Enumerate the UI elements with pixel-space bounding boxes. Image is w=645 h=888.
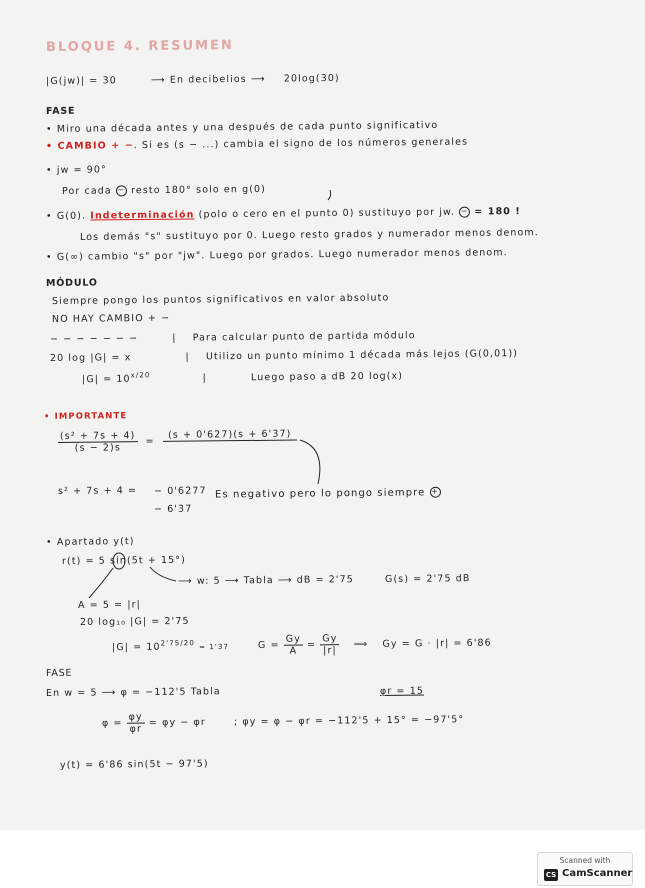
magnitude-expr: |G(jw)| = 30 <box>45 75 117 87</box>
g-base: |G| = 10 <box>111 641 161 654</box>
fase-heading: FASE <box>45 105 76 117</box>
separator-bar: | <box>185 351 190 363</box>
modulo-line-2: NO HAY CAMBIO + − <box>51 312 171 325</box>
root-1: − 0'6277 <box>153 485 207 497</box>
importante-label: • IMPORTANTE <box>43 411 128 422</box>
fase2-heading: FASE <box>45 667 73 679</box>
cambio-text: . Si es (s − ...) cambia el signo de los números generales <box>133 136 469 152</box>
modulo-heading: MÓDULO <box>45 277 98 289</box>
frac-denominator: (s − 2)s <box>74 442 121 454</box>
fase-line-1: • Miro una década antes y una después de cada punto significativo <box>45 119 439 135</box>
circled-amplitude <box>113 553 125 569</box>
g-pow-exponent: x/20 <box>130 371 151 380</box>
apartado-arrow-line: ⟶ w: 5 ⟶ Tabla ⟶ dB = 2'75 <box>177 574 354 587</box>
fase2-line-1: En w = 5 ⟶ φ = −112'5 Tabla <box>45 686 221 699</box>
dash-line: − − − − − − − <box>49 333 139 345</box>
scanned-with-text: Scanned with <box>559 856 611 865</box>
gy-num: Gy <box>284 634 303 646</box>
cambio-label: • CAMBIO + − <box>45 140 134 152</box>
log-line: 20 log₁₀ |G| = 2'75 <box>79 615 190 628</box>
camscanner-name: CamScanner <box>562 868 633 879</box>
omega-arrow <box>150 567 176 581</box>
g-value: = 1'37 <box>199 642 230 652</box>
gy-num-2: Gy <box>320 633 339 645</box>
implies-arrow: ⟹ <box>353 638 369 650</box>
rt-expr: r(t) = 5 sin(5t + 15°) <box>61 554 186 567</box>
fase-line-3: • jw = 90° <box>45 164 107 176</box>
circled-minus: − <box>116 185 127 196</box>
final-result: y(t) = 6'86 sin(5t − 97'5) <box>59 758 209 771</box>
gy-relation: G = $\frac{Gy}{A}$ = $\frac{Gy}{|r|}$ ⟹ Gy = G · |r| = 6'86 <box>257 633 492 657</box>
utilizo-text: Utilizo un punto mínimo 1 década más lejos (G(0,01)) <box>205 348 519 363</box>
phiy-num: φy <box>127 712 145 724</box>
g-exponent: 2'75/20 <box>160 639 195 648</box>
separator-bar: | <box>172 332 177 344</box>
fase-line-6: Los demás "s" sustituyo por 0. Luego resto grados y numerador menos denom. <box>79 227 539 243</box>
phi-equals: φ = <box>101 717 123 729</box>
por-cada-text: Por cada <box>61 185 112 197</box>
g0-desc: (polo o cero en el punto 0) sustituyo por jw. <box>194 206 456 221</box>
a-den: A <box>289 645 298 657</box>
gs-db: G(s) = 2'75 dB <box>384 573 471 585</box>
root-2: − 6'37 <box>153 503 193 515</box>
frac-numerator: (s² + 7s + 4) <box>58 430 138 443</box>
partida-text: Para calcular punto de partida módulo <box>192 330 416 344</box>
small-arrow <box>328 190 331 200</box>
luego-text: Luego paso a dB 20 log(x) <box>250 370 404 384</box>
phiy-result: ; φy = φ − φr = −112'5 + 15° = −97'5° <box>233 714 465 728</box>
r-den: |r| <box>323 645 337 657</box>
bracket-arrow <box>300 440 320 484</box>
log-expr: 20 log |G| = x <box>49 352 132 364</box>
roots-lhs: s² + 7s + 4 = <box>57 485 138 497</box>
negative-note-text: Es negativo pero lo pongo siempre <box>214 487 426 501</box>
phi-diff: = φy − φr <box>148 716 206 729</box>
circled-plus: + <box>430 487 441 498</box>
fase-line-7: • G(∞) cambio "s" por "jw". Luego por grados. Luego numerador menos denom. <box>45 247 508 263</box>
apartado-label: • Apartado y(t) <box>45 536 135 548</box>
g-pow-expr: |G| = 10 <box>81 373 131 386</box>
camscanner-logo-icon: CS <box>545 871 557 879</box>
separator-bar: | <box>202 372 207 384</box>
page-title: BLOQUE 4. RESUMEN <box>45 38 234 55</box>
g0-180: = 180 ! <box>474 206 521 218</box>
db-expr: 20log(30) <box>283 72 340 85</box>
resto-text: resto 180° solo en g(0) <box>131 183 266 197</box>
modulo-line-1: Siempre pongo los puntos significativos en valor absoluto <box>51 292 390 307</box>
factored-numerator: (s + 0'627)(s + 6'37) <box>163 428 297 441</box>
phi-r-value: φr = 15 <box>379 685 425 697</box>
a-line: A = 5 = |r| <box>77 599 142 611</box>
g-equals: G = <box>257 639 280 651</box>
g0-text: • G(0). <box>45 210 91 222</box>
phir-den: φr <box>129 723 143 735</box>
gy-result: Gy = G · |r| = 6'86 <box>382 637 492 650</box>
circled-minus: − <box>459 207 470 218</box>
camscanner-badge <box>537 852 633 886</box>
indeterminacion-label: Indeterminación <box>90 209 195 222</box>
db-arrow-text: ⟶ En decibelios ⟶ <box>150 73 266 86</box>
amplitude-arrow <box>89 568 113 598</box>
equals-sign: = <box>145 435 155 448</box>
